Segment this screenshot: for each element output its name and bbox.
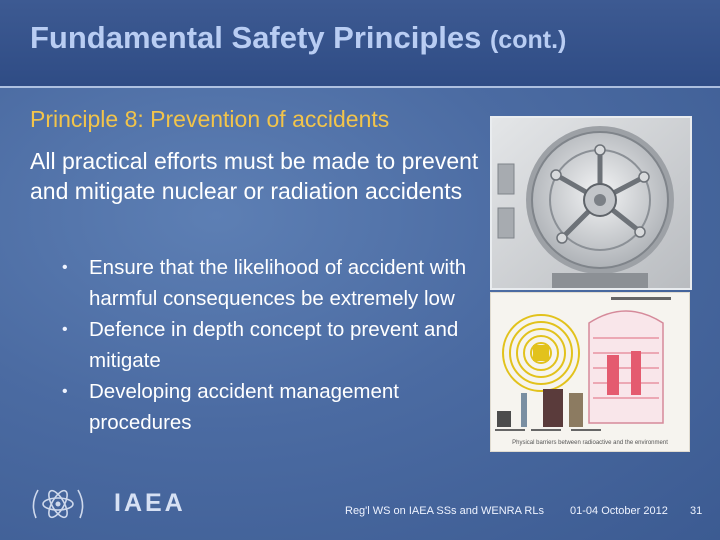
bullet-icon: • bbox=[62, 321, 68, 338]
vault-door-graphic bbox=[492, 118, 690, 288]
bullet-item bbox=[62, 314, 482, 376]
title-divider bbox=[0, 86, 720, 88]
bullet-text: Defence in depth concept to prevent and mitigate bbox=[89, 318, 459, 372]
title-suffix: (cont.) bbox=[489, 26, 567, 54]
bullet-item bbox=[62, 252, 482, 314]
atom-emblem-icon bbox=[28, 482, 88, 528]
bullet-icon: • bbox=[62, 259, 68, 276]
principle-heading: Principle 8: Prevention of accidents bbox=[30, 106, 390, 132]
bullet-text: Ensure that the likelihood of accident with harmful consequences be extremely low bbox=[89, 256, 467, 310]
bullet-item bbox=[62, 376, 482, 438]
principle-text: All practical efforts must be made to prevent and mitigate nuclear or radiation accidents bbox=[30, 148, 479, 204]
bullet-text: Developing accident management procedures bbox=[89, 380, 399, 434]
page-number: 31 bbox=[690, 505, 703, 517]
event-date: 01-04 October 2012 bbox=[570, 505, 668, 517]
title-main: Fundamental Safety Principles bbox=[30, 20, 482, 55]
slide-title bbox=[30, 20, 566, 56]
org-name: IAEA bbox=[114, 489, 186, 517]
event-name: Reg'l WS on IAEA SSs and WENRA RLs bbox=[345, 505, 544, 517]
reactor-barriers-image bbox=[490, 292, 690, 452]
vault-door-image bbox=[490, 116, 692, 290]
diagram-caption: Physical barriers between radioactive and the environment bbox=[512, 440, 668, 446]
bullet-icon: • bbox=[62, 383, 68, 400]
bullet-list bbox=[62, 252, 482, 438]
iaea-logo-icon bbox=[28, 482, 88, 528]
reactor-barriers-graphic bbox=[491, 293, 689, 451]
